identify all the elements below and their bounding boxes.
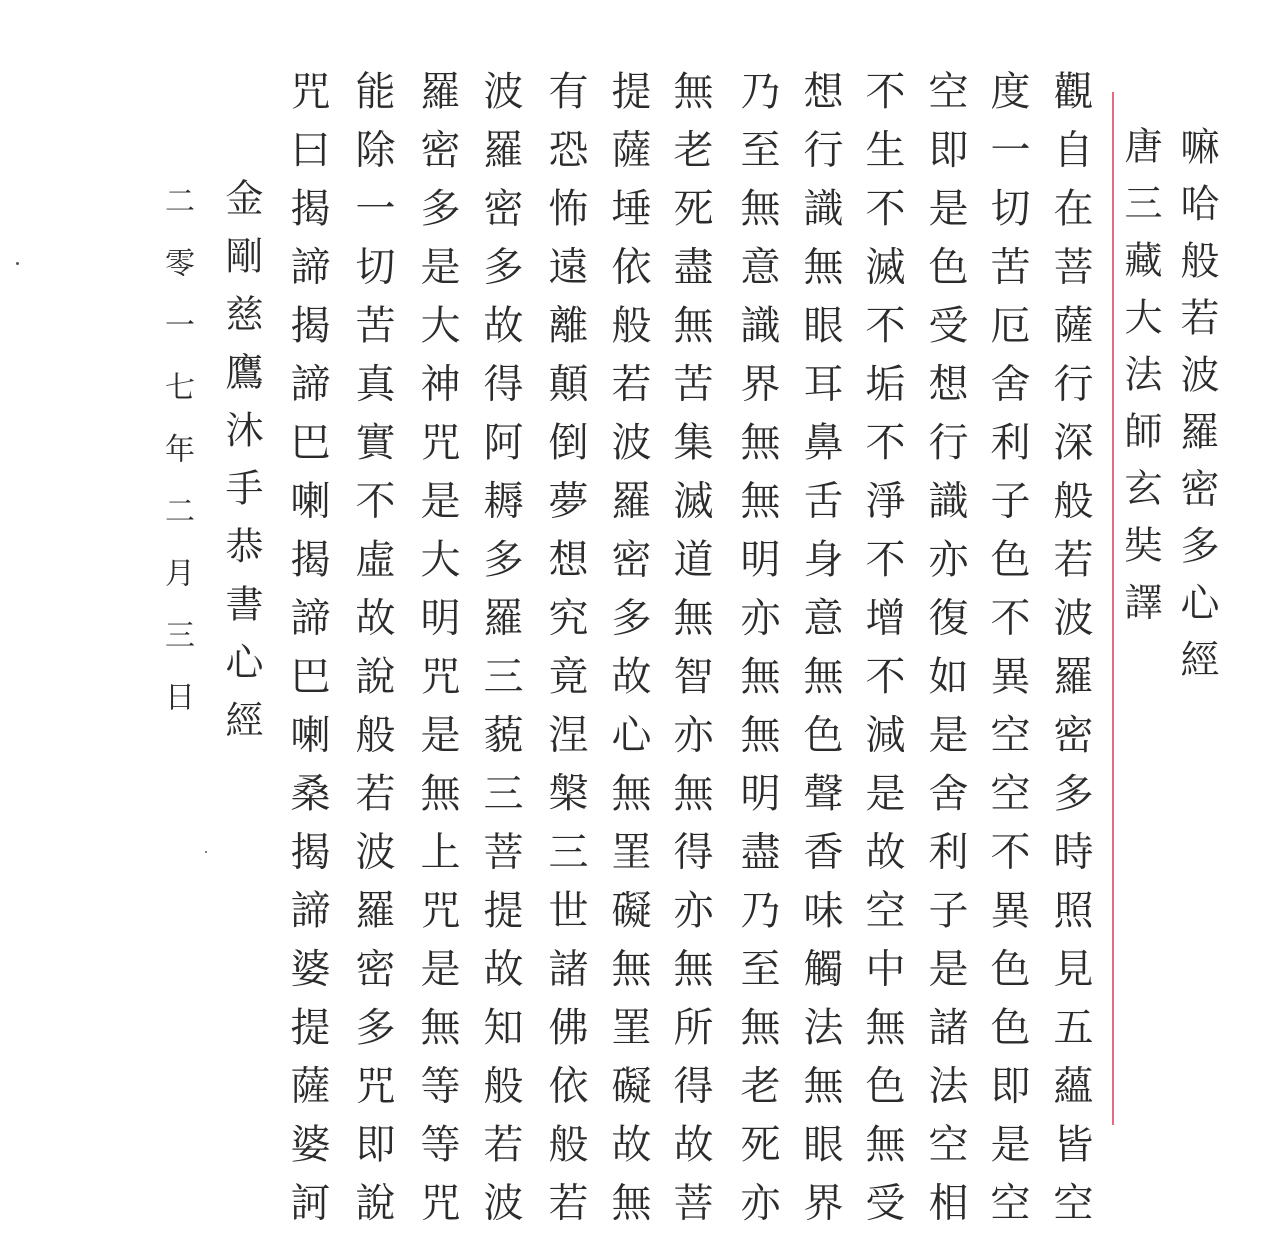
date-line: 二零一七年二月三日 xyxy=(159,185,194,743)
sutra-column-4: 不生不滅不垢不淨不增不減是故空中無色無受 xyxy=(859,70,905,1240)
sutra-column-6: 乃至無意識界無無明亦無無明盡乃至無老死亦 xyxy=(734,70,780,1240)
sutra-column-13: 咒曰揭諦揭諦巴喇揭諦巴喇桑揭諦婆提薩婆訶 xyxy=(284,70,330,1240)
sutra-column-1: 觀自在菩薩行深般若波羅密多時照見五蘊皆空 xyxy=(1047,70,1093,1240)
sutra-column-5: 想行識無眼耳鼻舌身意無色聲香味觸法無眼界 xyxy=(797,70,843,1240)
signature-line: 金剛慈鷹沐手恭書心經 xyxy=(219,178,263,758)
sutra-column-9: 有恐怖遠離顛倒夢想究竟涅槃三世諸佛依般若 xyxy=(542,70,588,1240)
sutra-column-10: 波羅密多故得阿耨多羅三藐三菩提故知般若波 xyxy=(477,70,523,1240)
sutra-column-12: 能除一切苦真實不虛故說般若波羅密多咒即說 xyxy=(349,70,395,1240)
sutra-title: 嘛哈般若波羅密多心經 xyxy=(1174,126,1219,696)
red-margin-rule xyxy=(1112,92,1114,1125)
translator-line: 唐三藏大法師玄奘譯 xyxy=(1118,126,1162,639)
sutra-column-11: 羅密多是大神咒是大明咒是無上咒是無等等咒 xyxy=(414,70,460,1240)
sutra-column-7: 無老死盡無苦集滅道無智亦無得亦無所得故菩 xyxy=(667,70,713,1240)
sutra-column-3: 空即是色受想行識亦復如是舍利子是諸法空相 xyxy=(922,70,968,1240)
paper-speck xyxy=(205,851,207,853)
sutra-column-8: 提薩埵依般若波羅密多故心無罣礙無罣礙故無 xyxy=(605,70,651,1240)
paper-speck xyxy=(16,262,19,265)
sutra-column-2: 度一切苦厄舍利子色不異空空不異色色即是空 xyxy=(984,70,1030,1240)
